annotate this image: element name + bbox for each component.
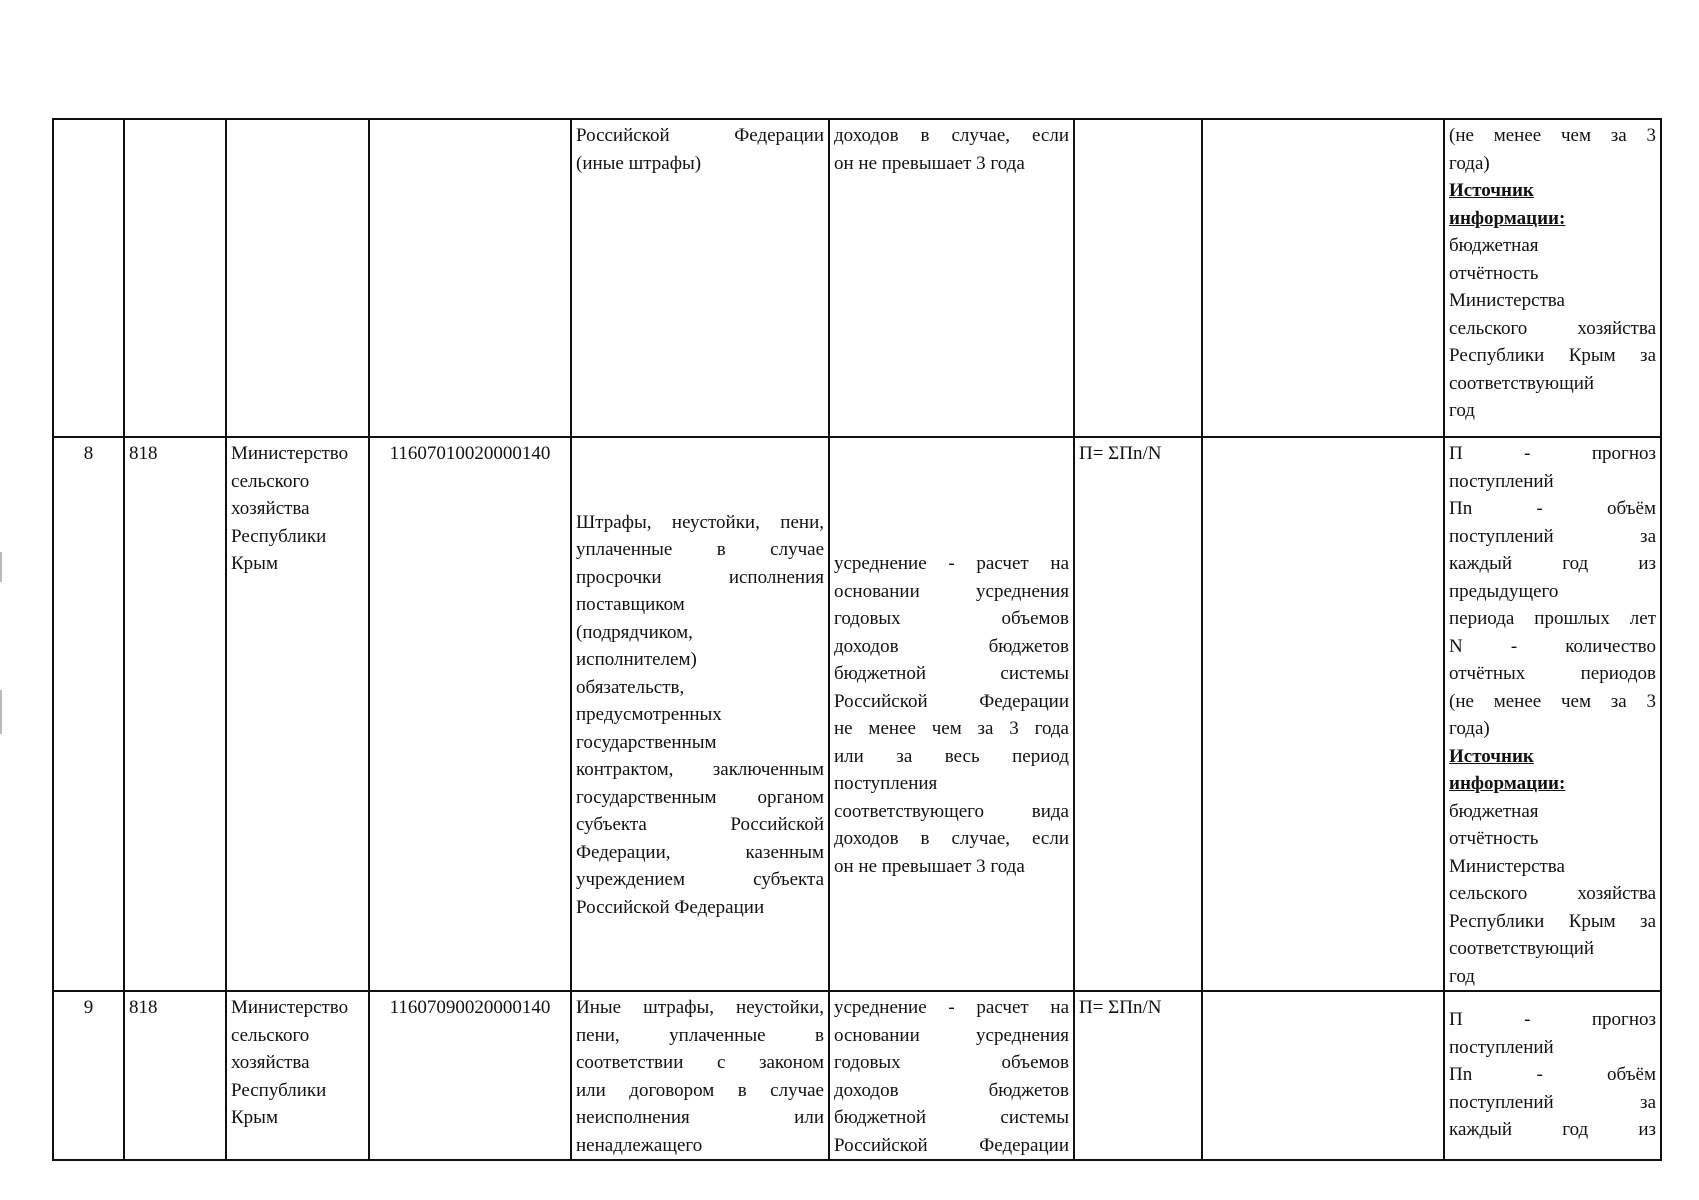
scan-mark (0, 552, 2, 582)
scan-mark (0, 690, 2, 734)
indicator-description-cell (1444, 119, 1661, 437)
method-line: или за весь период (834, 745, 1069, 767)
administrator-line: Крым (231, 1107, 278, 1128)
name-line: Иные штрафы, неустойки, (576, 997, 824, 1018)
method-line: годовых объемов (834, 608, 1069, 629)
source-label: информации: (1449, 207, 1566, 229)
formula-cell (1074, 437, 1202, 991)
method-line: соответствующего вида (834, 800, 1069, 822)
src_text-line: бюджетная (1449, 800, 1539, 822)
name-line: или договором в случае (576, 1079, 824, 1101)
info-line: П - прогноз (1449, 443, 1656, 464)
info-line: П - прогноз (1449, 1009, 1656, 1030)
administrator-line: Республики (231, 1079, 327, 1101)
src_text-line: Республики Крым за (1449, 345, 1656, 366)
budget-classification-code: 11607090020000140 (389, 997, 551, 1018)
method-line: основании усреднения (834, 580, 1069, 602)
empty-cell (1202, 991, 1444, 1160)
info-line: Пn - объём (1449, 498, 1656, 519)
administrator-line: сельского (231, 1024, 310, 1046)
administrator-cell (226, 991, 369, 1160)
calculation-formula: П= ΣПn/N (1079, 443, 1162, 464)
src_text-line: соответствующий (1449, 938, 1595, 959)
name-line: неисполнения или (576, 1107, 824, 1128)
method-line: доходов бюджетов (834, 635, 1069, 657)
src_text-line: год (1449, 965, 1475, 987)
administrator-cell (226, 437, 369, 991)
budget-code-cell (369, 437, 571, 991)
method-line: усреднение - расчет на (834, 997, 1069, 1018)
info-line: поступлений за (1449, 1091, 1656, 1113)
source-label: Источник (1449, 745, 1534, 767)
method-line: он не превышает 3 года (834, 855, 1025, 877)
name-line: Штрафы, неустойки, пени, (576, 511, 824, 533)
info-line: каждый год из (1449, 1119, 1656, 1140)
source-label: информации: (1449, 773, 1566, 794)
src_text-line: Республики Крым за (1449, 910, 1656, 932)
info-line: года) (1449, 718, 1490, 739)
method-line: основании усреднения (834, 1024, 1069, 1046)
src_text-line: соответствующий (1449, 372, 1595, 394)
admin-code-cell (124, 991, 226, 1160)
src_text-line: отчётность (1449, 262, 1539, 284)
name-line: обязательств, (576, 676, 685, 698)
method-line: он не превышает 3 года (834, 152, 1025, 174)
src_text-line: сельского хозяйства (1449, 883, 1656, 904)
table-row (53, 119, 1661, 437)
name-line: Российской Федерации (576, 125, 824, 146)
budget-code-cell (369, 991, 571, 1160)
administrator-line: сельского (231, 470, 310, 492)
info-line: периода прошлых лет (1449, 608, 1656, 629)
row-number-cell (53, 437, 124, 991)
calculation-method-cell (829, 991, 1074, 1160)
method-line: усреднение - расчет на (834, 553, 1069, 574)
src_text-line: Министерства (1449, 855, 1565, 877)
formula-cell (1074, 119, 1202, 437)
administrator-line: Республики (231, 525, 327, 547)
name-line: ненадлежащего (576, 1134, 703, 1156)
indicator-description-cell (1444, 437, 1661, 991)
administrator-line: хозяйства (231, 1052, 310, 1073)
administrator-cell (226, 119, 369, 437)
name-line: пени, уплаченные в (576, 1024, 824, 1046)
name-line: государственным (576, 731, 717, 753)
method-line: бюджетной системы (834, 1107, 1069, 1128)
info-line: года) (1449, 152, 1490, 174)
row-number: 8 (83, 443, 94, 464)
src_text-line: бюджетная (1449, 235, 1539, 256)
method-line: поступления (834, 773, 938, 794)
method-line: бюджетной системы (834, 663, 1069, 684)
info-line: (не менее чем за 3 (1449, 690, 1656, 712)
name-line: просрочки исполнения (576, 566, 824, 588)
method-line: доходов в случае, если (834, 828, 1069, 849)
administrator-line: Министерство (231, 997, 349, 1018)
admin-code-cell (124, 119, 226, 437)
revenue-forecast-table (52, 118, 1662, 1161)
src_text-line: год (1449, 400, 1475, 421)
name-line: соответствии с законом (576, 1052, 824, 1073)
name-line: субъекта Российской (576, 814, 824, 836)
src_text-line: Министерства (1449, 290, 1565, 311)
name-line: (подрядчиком, (576, 621, 693, 643)
calculation-formula: П= ΣПn/N (1079, 997, 1162, 1018)
src_text-line: отчётность (1449, 828, 1539, 849)
budget-classification-code: 11607010020000140 (389, 443, 551, 464)
admin-code: 818 (129, 443, 158, 464)
formula-cell (1074, 991, 1202, 1160)
calculation-method-cell (829, 119, 1074, 437)
row-number-cell (53, 991, 124, 1160)
info-line: Пn - объём (1449, 1064, 1656, 1085)
name-line: предусмотренных (576, 704, 722, 726)
info-line: отчётных периодов (1449, 663, 1656, 684)
name-line: Федерации, казенным (576, 841, 824, 863)
name-line: (иные штрафы) (576, 152, 702, 174)
info-line: каждый год из (1449, 553, 1656, 574)
name-line: уплаченные в случае (576, 539, 824, 561)
method-line: Российской Федерации (834, 690, 1069, 712)
info-line: поступлений (1449, 1036, 1554, 1058)
admin-code-cell (124, 437, 226, 991)
table-row (53, 991, 1661, 1160)
calculation-method-cell (829, 437, 1074, 991)
method-line: Российской Федерации (834, 1134, 1069, 1156)
name-line: учреждением субъекта (576, 869, 824, 891)
name-line: исполнителем) (576, 649, 697, 671)
table-row (53, 437, 1661, 991)
method-line: не менее чем за 3 года (834, 718, 1069, 739)
info-line: (не менее чем за 3 (1449, 125, 1656, 146)
info-line: N - количество (1449, 635, 1656, 657)
row-number: 9 (83, 997, 94, 1018)
info-line: предыдущего (1449, 580, 1559, 602)
info-line: поступлений за (1449, 525, 1656, 547)
revenue-name-cell (571, 119, 829, 437)
info-line: поступлений (1449, 470, 1554, 492)
administrator-line: хозяйства (231, 498, 310, 519)
source-label: Источник (1449, 180, 1534, 201)
admin-code: 818 (129, 997, 158, 1018)
empty-cell (1202, 437, 1444, 991)
administrator-line: Крым (231, 553, 278, 574)
method-line: доходов бюджетов (834, 1079, 1069, 1101)
name-line: Российской Федерации (576, 896, 765, 918)
name-line: государственным органом (576, 786, 824, 808)
method-line: доходов в случае, если (834, 125, 1069, 146)
administrator-line: Министерство (231, 443, 349, 464)
revenue-name-cell (571, 437, 829, 991)
document-page (52, 118, 1660, 1156)
empty-cell (1202, 119, 1444, 437)
src_text-line: сельского хозяйства (1449, 317, 1656, 339)
budget-code-cell (369, 119, 571, 437)
method-line: годовых объемов (834, 1052, 1069, 1073)
row-number-cell (53, 119, 124, 437)
indicator-description-cell (1444, 991, 1661, 1160)
name-line: поставщиком (576, 594, 685, 616)
name-line: контрактом, заключенным (576, 759, 824, 781)
revenue-name-cell (571, 991, 829, 1160)
